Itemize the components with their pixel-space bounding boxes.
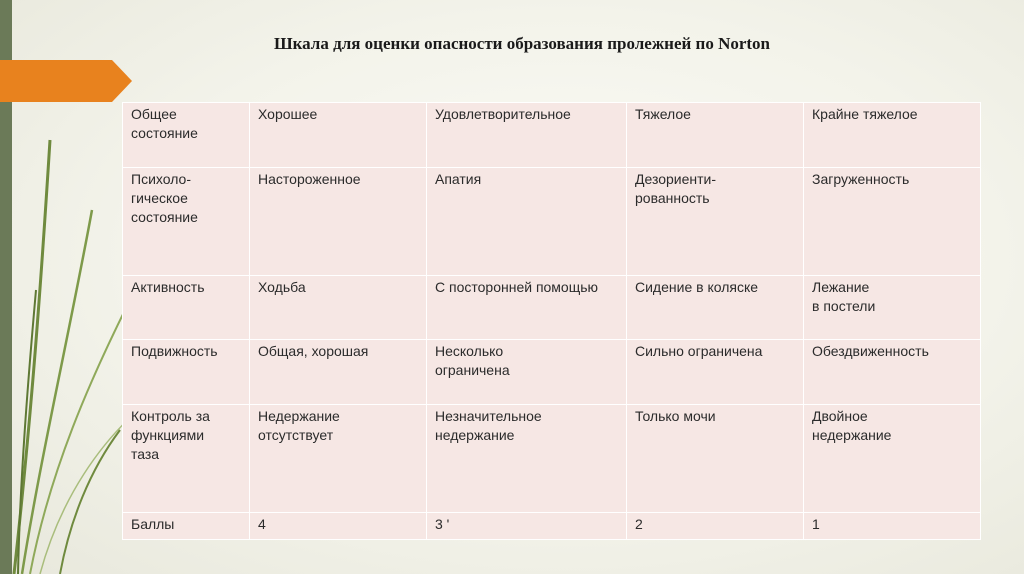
table-row xyxy=(123,103,981,168)
table-cell: 1 xyxy=(804,513,981,540)
table-cell: Недержание отсутствует xyxy=(250,405,427,513)
table-row xyxy=(123,340,981,405)
table-row xyxy=(123,168,981,276)
table-cell: Ходьба xyxy=(250,276,427,340)
table-cell: Загруженность xyxy=(804,168,981,276)
norton-scale-table xyxy=(122,102,981,540)
table-cell: Общая, хорошая xyxy=(250,340,427,405)
table-row xyxy=(123,276,981,340)
table-cell: 3 ' xyxy=(427,513,627,540)
table-cell: Хорошее xyxy=(250,103,427,168)
table-cell: Лежание в постели xyxy=(804,276,981,340)
table-cell: Двойное недержание xyxy=(804,405,981,513)
row-label: Активность xyxy=(123,276,250,340)
table-cell: Дезориенти- рованность xyxy=(627,168,804,276)
table-cell: Незначительное недержание xyxy=(427,405,627,513)
row-label: Баллы xyxy=(123,513,250,540)
table-cell: Сидение в коляске xyxy=(627,276,804,340)
table-row xyxy=(123,405,981,513)
row-label: Подвижность xyxy=(123,340,250,405)
table-cell: Сильно ограничена xyxy=(627,340,804,405)
table-cell: Апатия xyxy=(427,168,627,276)
table-cell: 2 xyxy=(627,513,804,540)
table-cell: Обездвиженность xyxy=(804,340,981,405)
table-cell: 4 xyxy=(250,513,427,540)
table-cell: С посторонней помощью xyxy=(427,276,627,340)
table-row xyxy=(123,513,981,540)
table-cell: Настороженное xyxy=(250,168,427,276)
table-cell: Удовлетворительное xyxy=(427,103,627,168)
row-label: Общее состояние xyxy=(123,103,250,168)
page-title: Шкала для оценки опасности образования пролежней по Norton xyxy=(273,34,771,53)
table-cell: Несколько ограничена xyxy=(427,340,627,405)
orange-arrow-tab xyxy=(0,60,132,102)
row-label: Контроль за функциями таза xyxy=(123,405,250,513)
table-cell: Крайне тяжелое xyxy=(804,103,981,168)
row-label: Психоло- гическое состояние xyxy=(123,168,250,276)
table-cell: Только мочи xyxy=(627,405,804,513)
table-cell: Тяжелое xyxy=(627,103,804,168)
